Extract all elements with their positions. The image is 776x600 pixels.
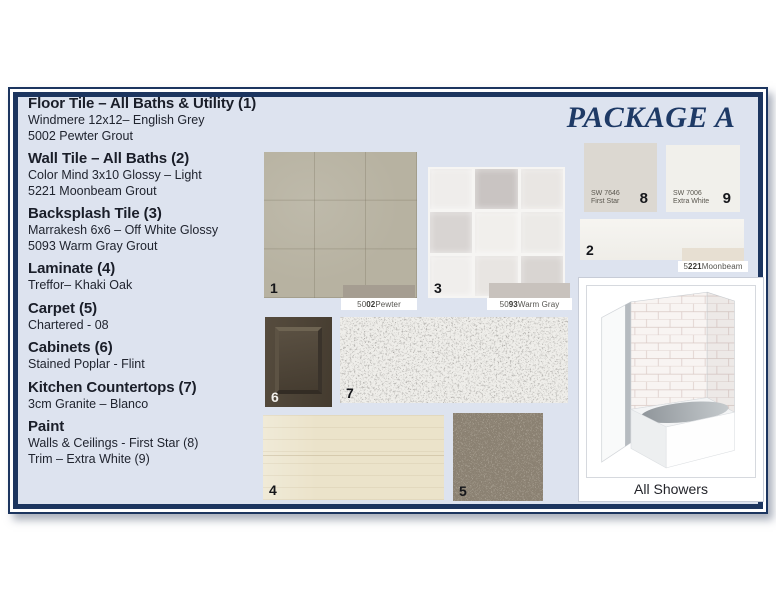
grout-label-bold: 93 [508,299,518,309]
backsplash-tile-cell [430,212,472,252]
bathtub-shower-icon [588,288,754,476]
legend-line: Treffor– Khaki Oak [28,278,133,292]
paint-swatch-extra-white [666,145,740,212]
grout-label-prefix: 50 [499,299,509,309]
legend-group-paint [28,419,280,467]
legend-group-countertops [28,380,280,413]
countertop-swatch [340,317,568,403]
legend-line: 5002 Pewter Grout [28,128,133,143]
legend-line: Chartered - 08 [28,317,109,332]
shower-caption: All Showers [634,481,708,497]
pewter-grout-chip [343,285,415,298]
backsplash-tile-cell [430,169,472,209]
grout-label-prefix: 50 [357,299,367,309]
grout-label-bold: 02 [366,299,376,309]
pewter-grout-label [341,298,417,310]
legend-group-wall-tile [28,151,280,199]
paint-code [591,190,620,206]
legend-heading: Cabinets (6) [28,339,113,356]
legend-heading: Floor Tile – All Baths & Utility (1) [28,95,257,112]
swatch-number: 6 [271,389,279,405]
cabinet-swatch [265,317,332,407]
legend-line: 5221 Moonbeam Grout [28,183,157,198]
carpet-swatch [453,413,543,501]
granite-texture [340,317,568,403]
shower-panel [578,277,764,502]
warm-gray-grout-label [487,298,572,310]
legend-line: Marrakesh 6x6 – Off White Glossy [28,223,219,237]
grout-label-bold: 221 [688,262,702,271]
paint-color-name: First Star [591,198,620,205]
legend-line: 3cm Granite – Blanco [28,396,149,411]
swatch-number: 1 [270,280,278,296]
warm-gray-grout-chip [489,283,570,298]
legend-line: Windmere 12x12– English Grey [28,113,205,127]
legend-line: Stained Poplar - Flint [28,357,145,371]
swatch-number: 7 [346,385,354,401]
swatch-number: 8 [639,190,648,207]
grout-label-rest: Pewter [375,299,401,309]
board-frame [8,87,768,514]
legend-group-floor-tile [28,96,280,144]
legend-line: Walls & Ceilings - First Star (8) [28,436,199,450]
legend-group-carpet [28,301,280,334]
shower-illustration [586,285,756,478]
legend-line: Color Mind 3x10 Glossy – Light [28,168,202,182]
backsplash-tile-cell [475,169,517,209]
moonbeam-grout-label [678,261,748,272]
laminate-swatch [263,415,444,500]
grout-label-rest: Warm Gray [517,299,560,309]
legend-line: Trim – Extra White (9) [28,451,150,466]
legend-group-cabinets [28,340,280,373]
backsplash-swatch [428,167,565,298]
swatch-number: 9 [722,190,731,207]
paint-swatch-first-star [584,143,657,212]
legend-heading: Laminate (4) [28,260,116,277]
legend-heading: Paint [28,418,65,435]
floor-tile-swatch [264,152,417,298]
swatch-number: 3 [434,280,442,296]
paint-code-number: SW 7646 [591,190,620,197]
legend-heading: Kitchen Countertops (7) [28,378,197,396]
legend-line: 5093 Warm Gray Grout [28,238,158,253]
backsplash-tile-cell [521,169,563,209]
swatch-number: 2 [586,242,594,258]
legend-group-backsplash [28,206,280,254]
legend-heading: Carpet (5) [28,299,98,317]
moonbeam-grout-chip [682,248,744,261]
grout-label-rest: Moonbeam [701,262,743,271]
paint-code [673,190,709,206]
swatch-number: 4 [269,482,277,498]
legend-heading: Backsplash Tile (3) [28,205,162,222]
legend [28,96,280,474]
legend-group-laminate [28,261,280,294]
package-board [13,92,763,509]
grout-label-prefix: 5 [683,262,689,271]
paint-color-name: Extra White [673,198,710,205]
package-title: PACKAGE A [566,101,736,134]
legend-heading: Wall Tile – All Baths (2) [28,150,190,167]
swatch-number: 5 [459,483,467,499]
paint-code-number: SW 7006 [673,190,702,197]
backsplash-tile-cell [521,212,563,252]
cabinet-door-panel [275,327,322,394]
backsplash-tile-cell [475,212,517,252]
